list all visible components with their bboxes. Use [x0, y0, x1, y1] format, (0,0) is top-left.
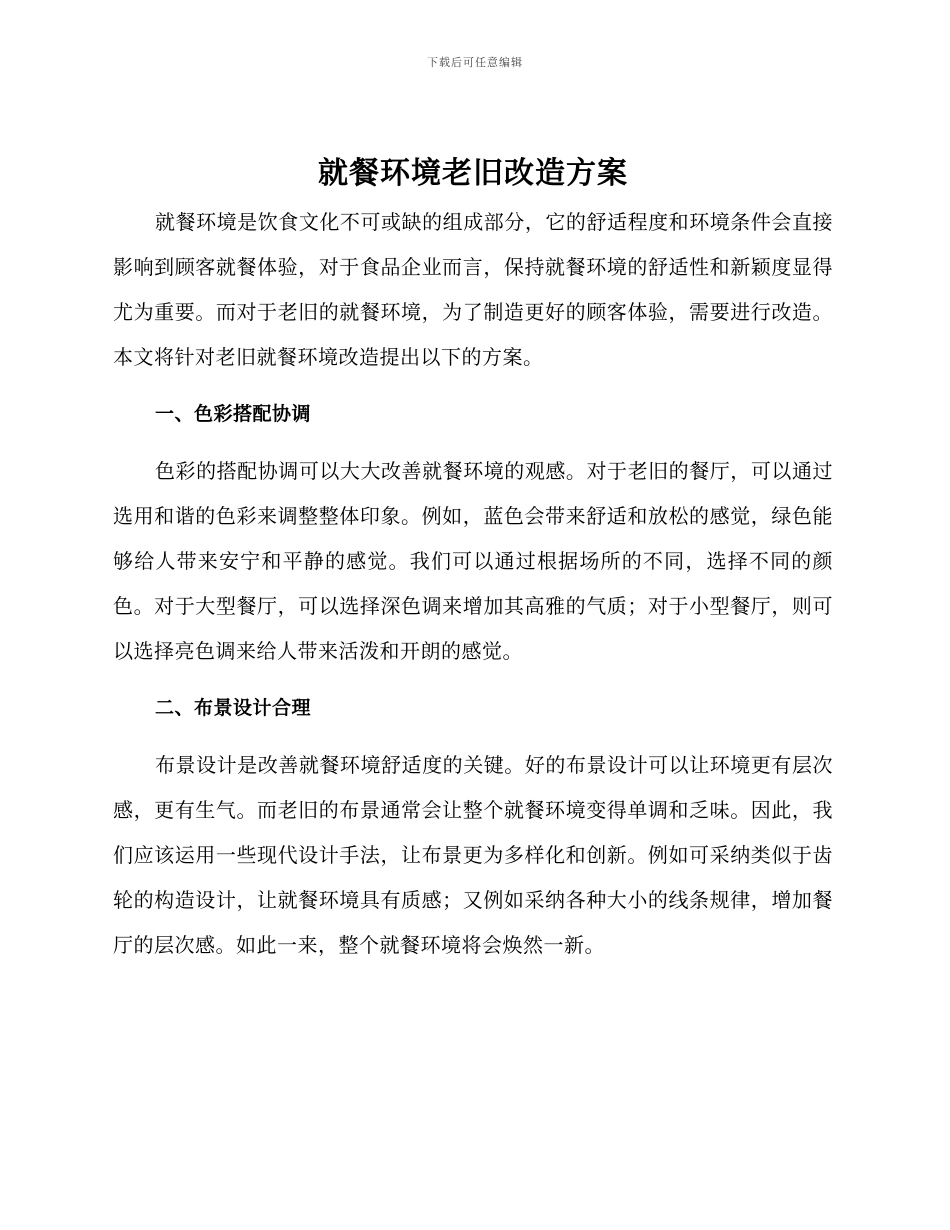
section-body-color: 色彩的搭配协调可以大大改善就餐环境的观感。对于老旧的餐厅，可以通过选用和谐的色彩来调整整体印象。例如，蓝色会带来舒适和放松的感觉，绿色能够给人带来安宁和平静的感觉。我们可以通过根据场所的不同，选择不同的颜色。对于大型餐厅，可以选择深色调来增加其高雅的气质；对于小型餐厅，则可以选择亮色调来给人带来活泼和开朗的感觉。	[113, 459, 833, 663]
section-heading-layout: 二、布景设计合理	[155, 697, 312, 719]
section-body-layout: 布景设计是改善就餐环境舒适度的关键。好的布景设计可以让环境更有层次感，更有生气。而老旧的布景通常会让整个就餐环境变得单调和乏味。因此，我们应该运用一些现代设计手法，让布景更为多样化和创新。例如可采纳类似于齿轮的构造设计，让就餐环境具有质感；又例如采纳各种大小的线条规律，增加餐厅的层次感。如此一来，整个就餐环境将会焕然一新。	[113, 753, 833, 957]
section-heading-color: 一、色彩搭配协调	[155, 403, 312, 425]
header-note: 下载后可任意编辑	[427, 56, 523, 69]
document-title: 就餐环境老旧改造方案	[318, 156, 628, 191]
intro-paragraph: 就餐环境是饮食文化不可或缺的组成部分，它的舒适程度和环境条件会直接影响到顾客就餐体验，对于食品企业而言，保持就餐环境的舒适性和新颖度显得尤为重要。而对于老旧的就餐环境，为了制造更好的顾客体验，需要进行改造。本文将针对老旧就餐环境改造提出以下的方案。	[113, 210, 833, 369]
document-body	[113, 150, 833, 968]
